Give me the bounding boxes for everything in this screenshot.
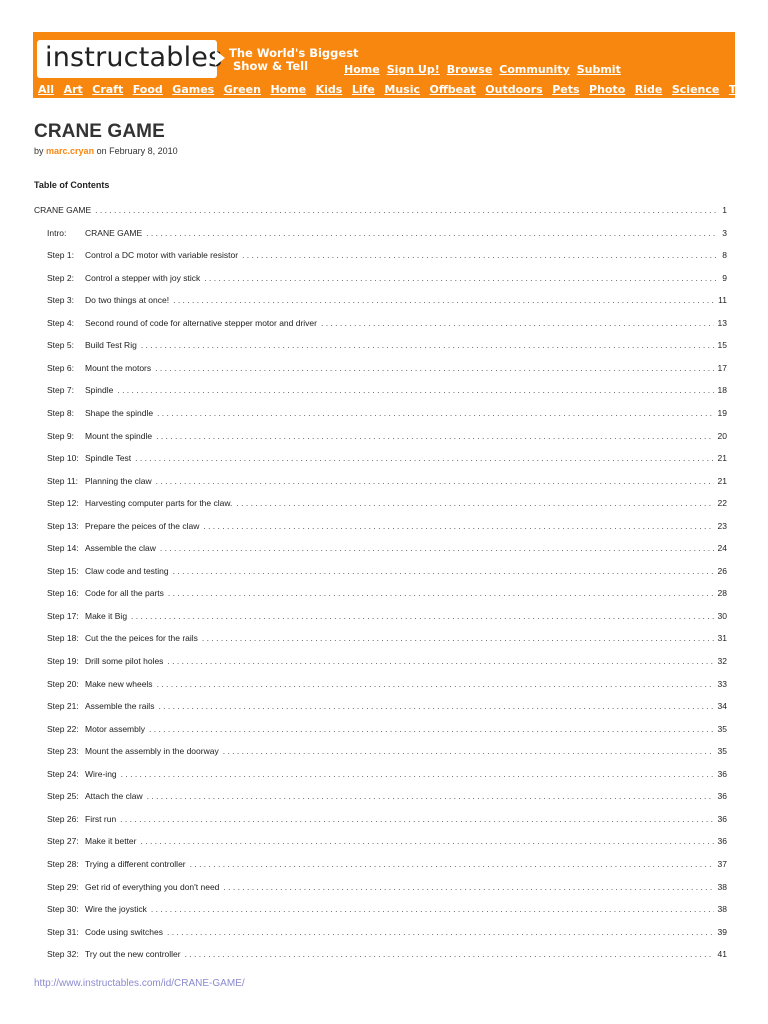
toc-dot-leader — [167, 927, 714, 937]
author-link[interactable]: marc.cryan — [46, 146, 95, 156]
toc-dot-leader — [149, 724, 714, 734]
toc-entry-title: Second round of code for alternative stepper motor and driver — [85, 318, 317, 328]
toc-page-number: 23 — [717, 521, 727, 531]
toc-dot-leader — [202, 633, 714, 643]
toc-dot-leader — [151, 904, 714, 914]
toc-dot-leader — [190, 859, 714, 869]
toc-row[interactable] — [47, 836, 727, 848]
toc-step-number: Step 2: — [47, 273, 74, 283]
category-link-photo[interactable]: Photo — [589, 83, 626, 96]
toc-dot-leader — [141, 836, 714, 846]
toc-dot-leader — [156, 431, 713, 441]
toc-page-number: 3 — [722, 228, 727, 238]
toc-step-number: Intro: — [47, 228, 67, 238]
toc-dot-leader — [158, 701, 713, 711]
toc-dot-leader — [95, 205, 718, 215]
footer-url[interactable]: http://www.instructables.com/id/CRANE-GAME/ — [34, 978, 245, 989]
toc-page-number: 21 — [717, 476, 727, 486]
nav-link-submit[interactable]: Submit — [576, 63, 621, 76]
toc-entry-title: Control a DC motor with variable resistor — [85, 250, 239, 260]
toc-page-number: 20 — [717, 431, 727, 441]
toc-step-number: Step 31: — [47, 927, 79, 937]
toc-dot-leader — [168, 588, 714, 598]
toc-page-number: 38 — [717, 882, 727, 892]
toc-dot-leader — [223, 882, 713, 892]
toc-dot-leader — [117, 385, 713, 395]
toc-page-number: 17 — [717, 363, 727, 373]
toc-row[interactable] — [47, 340, 727, 352]
toc-dot-leader — [131, 611, 713, 621]
toc-row[interactable] — [47, 363, 727, 375]
toc-step-number: Step 5: — [47, 340, 74, 350]
toc-dot-leader — [204, 273, 718, 283]
toc-entry-title: Code for all the parts — [85, 588, 164, 598]
toc-dot-leader — [173, 295, 714, 305]
toc-row[interactable] — [47, 904, 727, 916]
toc-entry-title: Shape the spindle — [85, 408, 154, 418]
toc-entry-title: Motor assembly — [85, 724, 145, 734]
toc-step-number: Step 15: — [47, 566, 79, 576]
tagline-line-1: The World's Biggest — [229, 46, 359, 60]
toc-row[interactable] — [47, 588, 727, 600]
toc-step-number: Step 17: — [47, 611, 79, 621]
toc-page-number: 15 — [717, 340, 727, 350]
toc-row[interactable] — [47, 679, 727, 691]
toc-entry-title: Mount the motors — [85, 363, 152, 373]
top-nav — [344, 63, 621, 76]
toc-step-number: Step 16: — [47, 588, 79, 598]
toc-page-number: 36 — [717, 814, 727, 824]
toc-row[interactable] — [47, 791, 727, 803]
toc-dot-leader — [147, 791, 714, 801]
toc-page-number: 22 — [717, 498, 727, 508]
toc-entry-title: Claw code and testing — [85, 566, 169, 576]
toc-row[interactable] — [47, 611, 727, 623]
toc-page-number: 35 — [717, 746, 727, 756]
toc-page-number: 8 — [722, 250, 727, 260]
toc-step-number: Step 21: — [47, 701, 79, 711]
toc-page-number: 36 — [717, 791, 727, 801]
toc-entry-title: Do two things at once! — [85, 295, 170, 305]
toc-entry-title: Planning the claw — [85, 476, 152, 486]
toc-step-number: Step 23: — [47, 746, 79, 756]
toc-dot-leader — [203, 521, 713, 531]
toc-dot-leader — [185, 949, 714, 959]
toc-entry-title: Spindle — [85, 385, 114, 395]
category-link-art[interactable]: Art — [63, 83, 83, 96]
toc-dot-leader — [155, 363, 713, 373]
toc-page-number: 33 — [717, 679, 727, 689]
site-logo[interactable] — [37, 40, 223, 78]
toc-step-number: Step 28: — [47, 859, 79, 869]
toc-step-number: Step 6: — [47, 363, 74, 373]
toc-entry-title: Harvesting computer parts for the claw. — [85, 498, 233, 508]
toc-row[interactable] — [47, 769, 727, 781]
toc-page-number: 38 — [717, 904, 727, 914]
toc-entry-title: Attach the claw — [85, 791, 143, 801]
toc-entry-title: Get rid of everything you don't need — [85, 882, 220, 892]
toc-row[interactable] — [47, 498, 727, 510]
toc-row[interactable] — [47, 273, 727, 285]
category-link-tech[interactable]: Tech — [728, 83, 757, 96]
toc-step-number: Step 14: — [47, 543, 79, 553]
toc-page-number: 41 — [717, 949, 727, 959]
toc-row[interactable] — [47, 814, 727, 826]
byline-date: on February 8, 2010 — [96, 146, 178, 156]
toc-step-number: Step 20: — [47, 679, 79, 689]
tagline-line-2: Show & Tell — [233, 59, 309, 73]
toc-entry-title: Wire-ing — [85, 769, 117, 779]
toc-dot-leader — [156, 476, 714, 486]
toc-step-number: Step 1: — [47, 250, 74, 260]
toc-dot-leader — [321, 318, 714, 328]
category-link-home[interactable]: Home — [270, 83, 307, 96]
toc-entry-title: Make it better — [85, 836, 137, 846]
toc-page-number: 39 — [717, 927, 727, 937]
toc-row[interactable] — [47, 318, 727, 330]
logo-text: instructables — [45, 42, 223, 73]
toc-dot-leader — [160, 543, 714, 553]
toc-page-number: 32 — [717, 656, 727, 666]
toc-entry-title: Control a stepper with joy stick — [85, 273, 201, 283]
toc-step-number: Step 30: — [47, 904, 79, 914]
toc-row[interactable] — [47, 859, 727, 871]
logo-notch — [215, 50, 225, 66]
byline — [34, 146, 178, 156]
toc-entry-title: Try out the new controller — [85, 949, 181, 959]
toc-row[interactable] — [47, 949, 727, 961]
toc-row[interactable] — [47, 521, 727, 533]
toc-row[interactable] — [47, 927, 727, 939]
toc-entry-title: Wire the joystick — [85, 904, 147, 914]
page-title: CRANE GAME — [34, 121, 165, 142]
toc-step-number: Step 7: — [47, 385, 74, 395]
toc-step-number: Step 26: — [47, 814, 79, 824]
category-link-kids[interactable]: Kids — [315, 83, 343, 96]
site-tagline — [229, 47, 359, 73]
toc-row[interactable] — [47, 882, 727, 894]
toc-page-number: 28 — [717, 588, 727, 598]
toc-step-number: Step 9: — [47, 431, 74, 441]
toc-row[interactable] — [47, 724, 727, 736]
toc-page-number: 37 — [717, 859, 727, 869]
toc-page-number: 19 — [717, 408, 727, 418]
toc-step-number: Step 27: — [47, 836, 79, 846]
nav-link-sign-up[interactable]: Sign Up! — [386, 63, 440, 76]
toc-step-number: Step 12: — [47, 498, 79, 508]
toc-step-number: Step 22: — [47, 724, 79, 734]
toc-step-number: Step 18: — [47, 633, 79, 643]
toc-entry-title: First run — [85, 814, 117, 824]
toc-row[interactable] — [47, 746, 727, 758]
toc-entry-title: Make new wheels — [85, 679, 153, 689]
toc-page-number: 30 — [717, 611, 727, 621]
toc-row[interactable] — [47, 385, 727, 397]
toc-entry-title: Prepare the peices of the claw — [85, 521, 200, 531]
toc-dot-leader — [135, 453, 713, 463]
toc-step-number: Step 19: — [47, 656, 79, 666]
category-link-outdoors[interactable]: Outdoors — [485, 83, 543, 96]
toc-entry-title: Trying a different controller — [85, 859, 186, 869]
toc-row[interactable] — [47, 408, 727, 420]
toc-row[interactable] — [47, 701, 727, 713]
toc-row[interactable] — [47, 250, 727, 262]
category-link-pets[interactable]: Pets — [552, 83, 580, 96]
toc-step-number: Step 29: — [47, 882, 79, 892]
toc-step-number: Step 13: — [47, 521, 79, 531]
toc-dot-leader — [236, 498, 713, 508]
toc-dot-leader — [173, 566, 714, 576]
toc-entry-title: Mount the spindle — [85, 431, 153, 441]
toc-page-number: 1 — [722, 205, 727, 215]
toc-entry-title: CRANE GAME — [34, 205, 92, 215]
toc-entry-title: Assemble the rails — [85, 701, 155, 711]
toc-page-number: 24 — [717, 543, 727, 553]
toc-page-number: 9 — [722, 273, 727, 283]
category-link-life[interactable]: Life — [351, 83, 375, 96]
category-link-offbeat[interactable]: Offbeat — [429, 83, 476, 96]
category-link-green[interactable]: Green — [223, 83, 261, 96]
toc-dot-leader — [120, 814, 713, 824]
nav-link-home[interactable]: Home — [344, 63, 380, 76]
toc-entry-title: Code using switches — [85, 927, 163, 937]
toc-row[interactable] — [47, 431, 727, 443]
category-nav — [38, 83, 766, 96]
toc-page-number: 26 — [717, 566, 727, 576]
toc-row[interactable] — [47, 633, 727, 645]
toc-step-number: Step 10: — [47, 453, 79, 463]
toc-step-number: Step 32: — [47, 949, 79, 959]
toc-step-number: Step 25: — [47, 791, 79, 801]
toc-page-number: 36 — [717, 769, 727, 779]
byline-by: by — [34, 146, 44, 156]
category-link-science[interactable]: Science — [671, 83, 720, 96]
toc-dot-leader — [121, 769, 714, 779]
toc-entry-title: Spindle Test — [85, 453, 132, 463]
category-link-craft[interactable]: Craft — [92, 83, 124, 96]
toc-row[interactable] — [47, 228, 727, 240]
toc-dot-leader — [242, 250, 718, 260]
toc-heading: Table of Contents — [34, 180, 110, 190]
toc-entry-title: Cut the the peices for the rails — [85, 633, 198, 643]
toc-entry-title: Assemble the claw — [85, 543, 156, 553]
toc-row[interactable] — [47, 453, 727, 465]
toc-page-number: 31 — [717, 633, 727, 643]
toc-step-number: Step 11: — [47, 476, 79, 486]
toc-dot-leader — [167, 656, 713, 666]
toc-row[interactable] — [47, 566, 727, 578]
toc-row[interactable] — [34, 205, 727, 217]
toc-page-number: 36 — [717, 836, 727, 846]
toc-dot-leader — [157, 408, 713, 418]
category-link-games[interactable]: Games — [172, 83, 215, 96]
toc-dot-leader — [141, 340, 714, 350]
site-header-banner — [33, 32, 757, 98]
category-link-ride[interactable]: Ride — [634, 83, 663, 96]
toc-row[interactable] — [47, 476, 727, 488]
nav-link-browse[interactable]: Browse — [446, 63, 493, 76]
toc-page-number: 34 — [717, 701, 727, 711]
toc-page-number: 18 — [717, 385, 727, 395]
toc-row[interactable] — [47, 295, 727, 307]
toc-dot-leader — [223, 746, 714, 756]
toc-step-number: Step 8: — [47, 408, 74, 418]
toc-row[interactable] — [47, 656, 727, 668]
toc-entry-title: Drill some pilot holes — [85, 656, 164, 666]
toc-entry-title: Mount the assembly in the doorway — [85, 746, 219, 756]
toc-page-number: 11 — [718, 295, 727, 305]
toc-step-number: Step 3: — [47, 295, 74, 305]
toc-dot-leader — [146, 228, 718, 238]
toc-entry-title: Build Test Rig — [85, 340, 137, 350]
category-link-all[interactable]: All — [38, 83, 55, 96]
toc-entry-title: Make it Big — [85, 611, 128, 621]
toc-page-number: 35 — [717, 724, 727, 734]
category-link-food[interactable]: Food — [132, 83, 163, 96]
toc-page-number: 13 — [717, 318, 727, 328]
toc-step-number: Step 4: — [47, 318, 74, 328]
toc-step-number: Step 24: — [47, 769, 79, 779]
nav-link-community[interactable]: Community — [499, 63, 570, 76]
toc-dot-leader — [157, 679, 714, 689]
toc-row[interactable] — [47, 543, 727, 555]
toc-entry-title: CRANE GAME — [85, 228, 143, 238]
category-link-music[interactable]: Music — [384, 83, 420, 96]
toc-page-number: 21 — [717, 453, 727, 463]
